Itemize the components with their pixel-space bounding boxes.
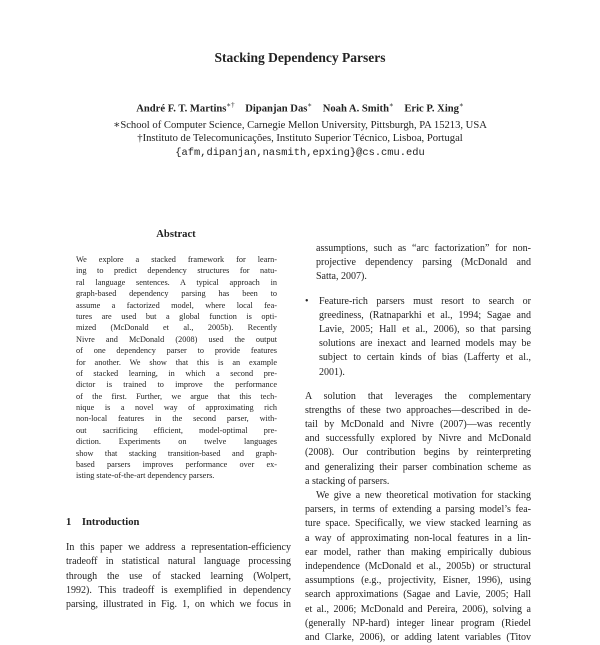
section-heading-introduction	[66, 517, 139, 528]
abstract-line: for another. We show that this is an example	[76, 357, 277, 367]
author-email: {afm,dipanjan,nasmith,epxing}@cs.cmu.edu	[175, 147, 425, 159]
right-line: (generally NP-hard) integer linear program (Riedel	[305, 617, 531, 629]
abstract-heading: Abstract	[156, 229, 196, 240]
author-name: André F. T. Martins	[136, 103, 227, 115]
intro-line: In this paper we address a representation-efficiency	[66, 542, 291, 553]
right-line: assumptions (e.g., projectivity, Eisner, 1996), using	[305, 575, 531, 587]
right-line: ture space. Specifically, we view stacked learning as	[305, 518, 531, 530]
right-line: a stacking of parsers.	[305, 475, 390, 487]
bullet-line: 2001).	[319, 366, 345, 378]
abstract-line: out sacrificing efficient, model-optimal pre-	[76, 425, 277, 435]
bullet-line: Feature-rich parsers must resort to search or	[319, 295, 531, 307]
right-line: search approximations (Sagae and Lavie, 2005; Hall	[305, 589, 531, 601]
intro-line: 1992). This tradeoff is exemplified in dependency	[66, 584, 291, 596]
right-line: strengths of these two approaches—described in de-	[305, 404, 531, 416]
bullet-line: subject to certain kinds of bias (Lafferty et al.,	[319, 352, 531, 364]
abstract-line: nique is a novel way of approximating rich	[76, 403, 277, 413]
section-number: 1	[66, 517, 72, 528]
affiliation-ist: †Instituto de Telecomunicações, Instituto Superior Técnico, Lisboa, Portugal	[137, 133, 463, 144]
author-name: Eric P. Xing	[404, 103, 459, 115]
right-column	[305, 242, 531, 645]
abstract-line: based parsers improves performance over ex-	[76, 460, 277, 470]
bullet-line: solutions are inexact and learned models may be	[319, 338, 531, 350]
right-line: and Clarke, 2006), or adding latent variables (Titov	[305, 631, 531, 643]
abstract-body	[76, 254, 277, 482]
abstract-line: non-local features in the second parser, with-	[76, 414, 277, 424]
right-line: ear model, rather than making empirically dubious	[305, 546, 531, 558]
abstract-line: Nivre and McDonald (2008) used the output	[76, 334, 277, 344]
bullet-line: Lavie, 2005; Hall et al., 2006), so that parsing	[319, 323, 531, 335]
right-line: parsers, in terms of extending a parsing model’s fea-	[305, 504, 531, 516]
right-line: independence (McDonald et al., 2005b) or structural	[305, 560, 531, 572]
abstract-line: tures are used but a global function is opti-	[76, 311, 277, 321]
bullet-item	[305, 295, 531, 380]
paper-title: Stacking Dependency Parsers	[214, 50, 386, 65]
abstract-line: mized (McDonald et al., 2005b). Recently	[76, 323, 277, 333]
right-line: (2008). Our contribution begins by reinterpreting	[305, 447, 531, 459]
author-mark: ∗†	[226, 101, 235, 109]
abstract-line: diction. Experiments on twelve languages	[76, 437, 277, 447]
right-line: and generalizing their parser combination scheme as	[305, 461, 531, 473]
affiliation-cmu: ∗School of Computer Science, Carnegie Mellon University, Pittsburgh, PA 15213, USA	[113, 120, 487, 131]
abstract-line: of the first. Further, we argue that this tech-	[76, 391, 277, 401]
right-line: A solution that leverages the complementary	[305, 390, 531, 402]
author-name: Dipanjan Das	[245, 103, 308, 115]
abstract-line: We explore a stacked framework for learn-	[76, 255, 277, 264]
abstract-line: ing to predict dependency structures for natu-	[76, 266, 277, 276]
author-mark: ∗	[388, 101, 394, 109]
abstract-line: show that stacking transition-based and graph-	[76, 448, 277, 458]
right-line: tail by McDonald and Nivre (2007)—was recently	[305, 419, 531, 431]
abstract-line: of one dependency parser to provide features	[76, 346, 277, 356]
author-name: Noah A. Smith	[322, 103, 389, 115]
right-line: assumptions, such as “arc factorization” for non-	[316, 243, 531, 254]
intro-line: tradeoff in statistical natural language processing	[66, 556, 291, 568]
abstract-line: dictor is trained to improve the performance	[76, 380, 277, 390]
section-title: Introduction	[81, 517, 140, 528]
abstract-line: isting state-of-the-art dependency parsers.	[76, 471, 215, 481]
right-line: We give a new theoretical motivation for stacking	[316, 490, 531, 501]
bullet-line: greediness, (Ratnaparkhi et al., 1994; Sagae and	[319, 309, 531, 321]
author-mark: ∗	[458, 101, 464, 109]
right-line: et al., 2006; McDonald and Pereira, 2006), solving a	[305, 603, 531, 615]
right-line: and successfully explored by Nivre and McDonald	[305, 433, 531, 445]
bullet-marker: •	[305, 295, 309, 307]
author-list	[0, 101, 600, 115]
right-line: a way of approximating non-local features in a lin-	[305, 532, 531, 544]
intro-line: parsing, illustrated in Fig. 1, on which we focus in	[66, 599, 291, 611]
introduction-body	[66, 541, 291, 612]
abstract-line: ral language sentences. A typical approach in	[76, 277, 277, 287]
author-mark: ∗	[307, 101, 313, 109]
abstract-line: assume a factorized model, where local fea-	[76, 300, 277, 310]
abstract-line: graph-based dependency parsing has been to	[76, 289, 277, 299]
right-line: Satta, 2007).	[316, 271, 367, 283]
right-line: projective dependency parsing (McDonald and	[316, 257, 531, 269]
intro-line: through the use of stacked learning (Wolpert,	[66, 570, 291, 582]
abstract-line: of stacked learning, in which a second pre-	[76, 368, 277, 378]
